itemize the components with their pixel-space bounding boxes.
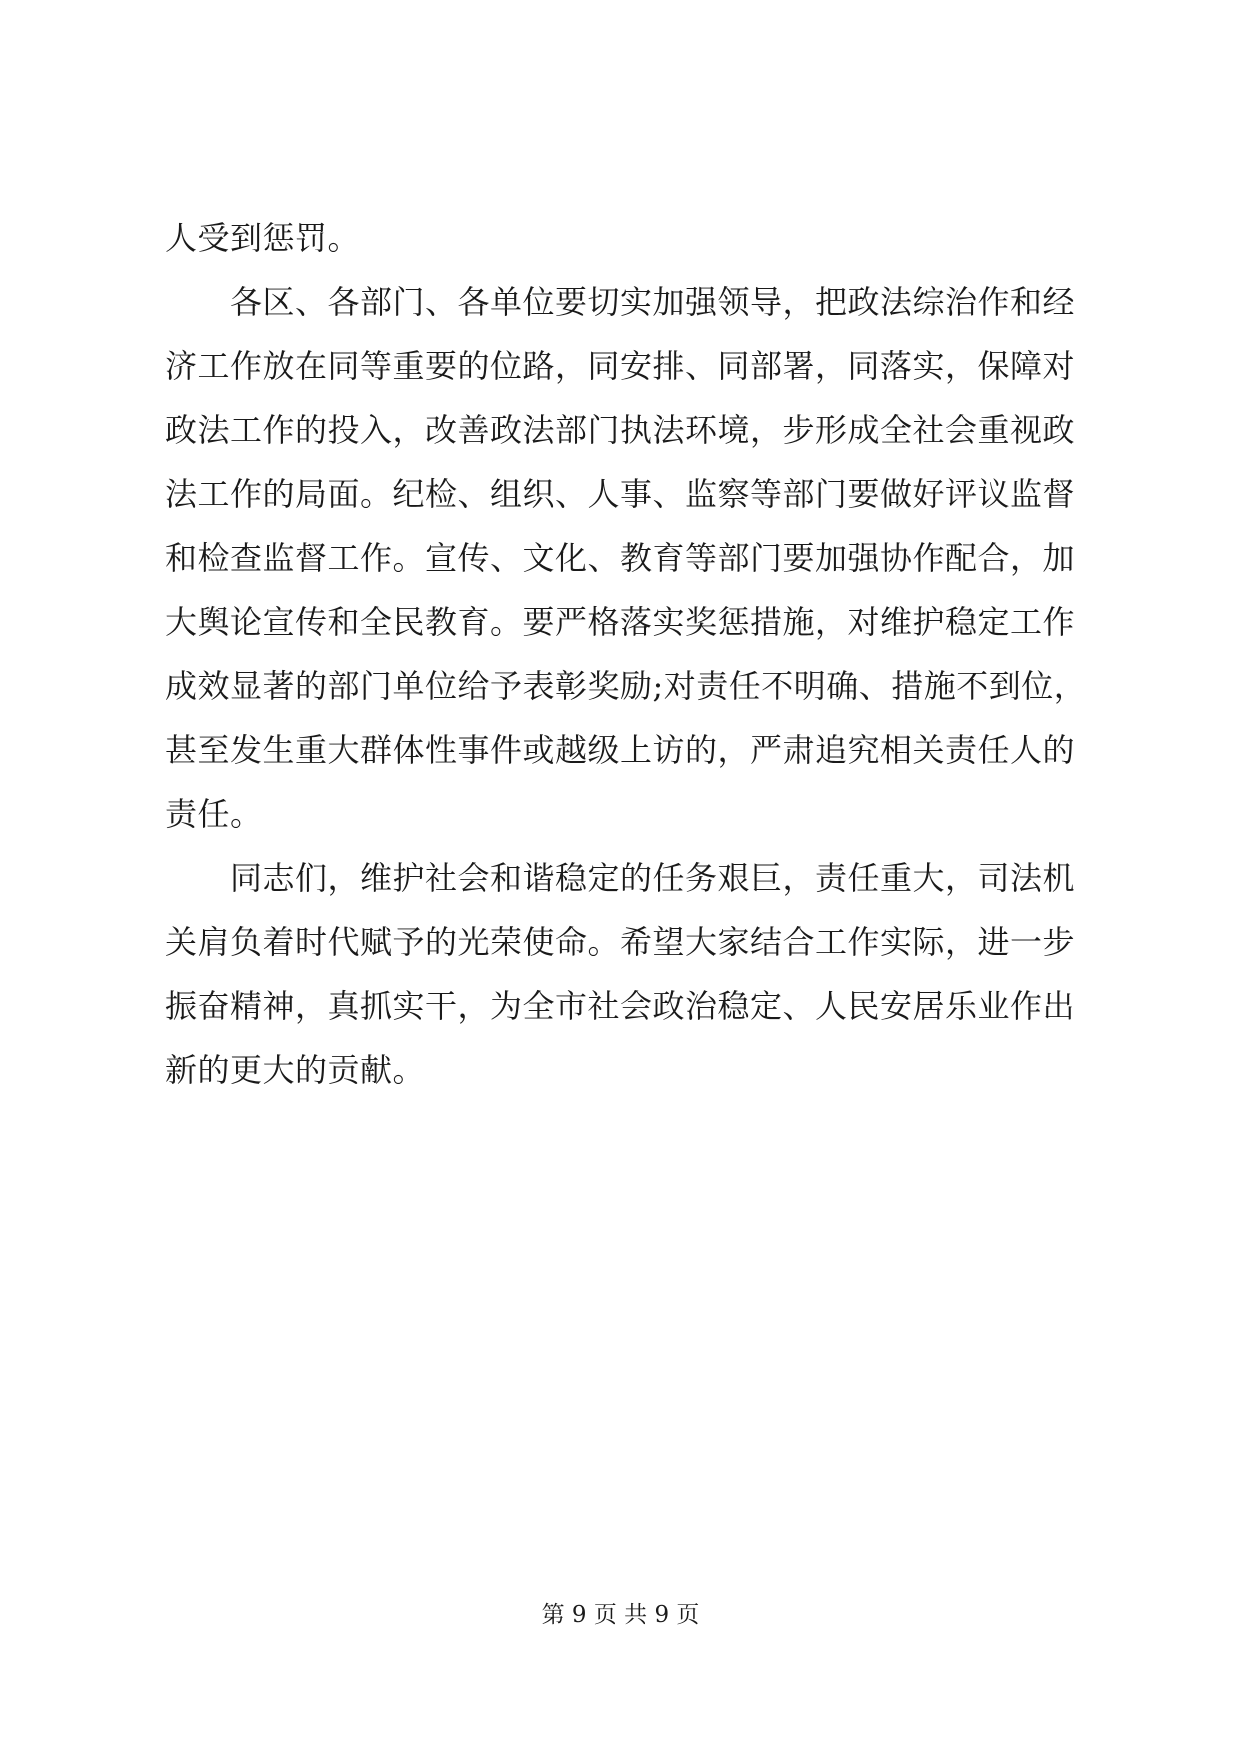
text-line: 责任。 [165,795,263,833]
text-line: 大舆论宣传和全民教育。要严格落实奖惩措施，对维护稳定工作 [165,603,1076,641]
body-text [165,206,1085,1102]
text-line: 甚至发生重大群体性事件或越级上访的，严肃追究相关责任人的 [165,731,1076,769]
text-line: 人受到惩罚。 [165,219,361,257]
text-line: 政法工作的投入，改善政法部门执法环境，步形成全社会重视政 [165,411,1076,449]
text-line: 新的更大的贡献。 [165,1051,426,1089]
text-line: 振奋精神，真抓实干，为全市社会政治稳定、人民安居乐业作出 [165,987,1076,1025]
text-line: 和检查监督工作。宣传、文化、教育等部门要加强协作配合，加 [165,539,1076,577]
text-line: 各区、各部门、各单位要切实加强领导，把政法综治作和经 [165,283,1076,321]
text-line: 成效显著的部门单位给予表彰奖励;对责任不明确、措施不到位， [165,667,1087,705]
text-line: 法工作的局面。纪检、组织、人事、监察等部门要做好评议监督 [165,475,1076,513]
page-number-footer: 第 9 页 共 9 页 [541,1602,700,1628]
text-line: 同志们，维护社会和谐稳定的任务艰巨，责任重大，司法机 [165,859,1076,897]
text-line: 关肩负着时代赋予的光荣使命。希望大家结合工作实际，进一步 [165,923,1076,961]
text-line: 济工作放在同等重要的位路，同安排、同部署，同落实，保障对 [165,347,1076,385]
